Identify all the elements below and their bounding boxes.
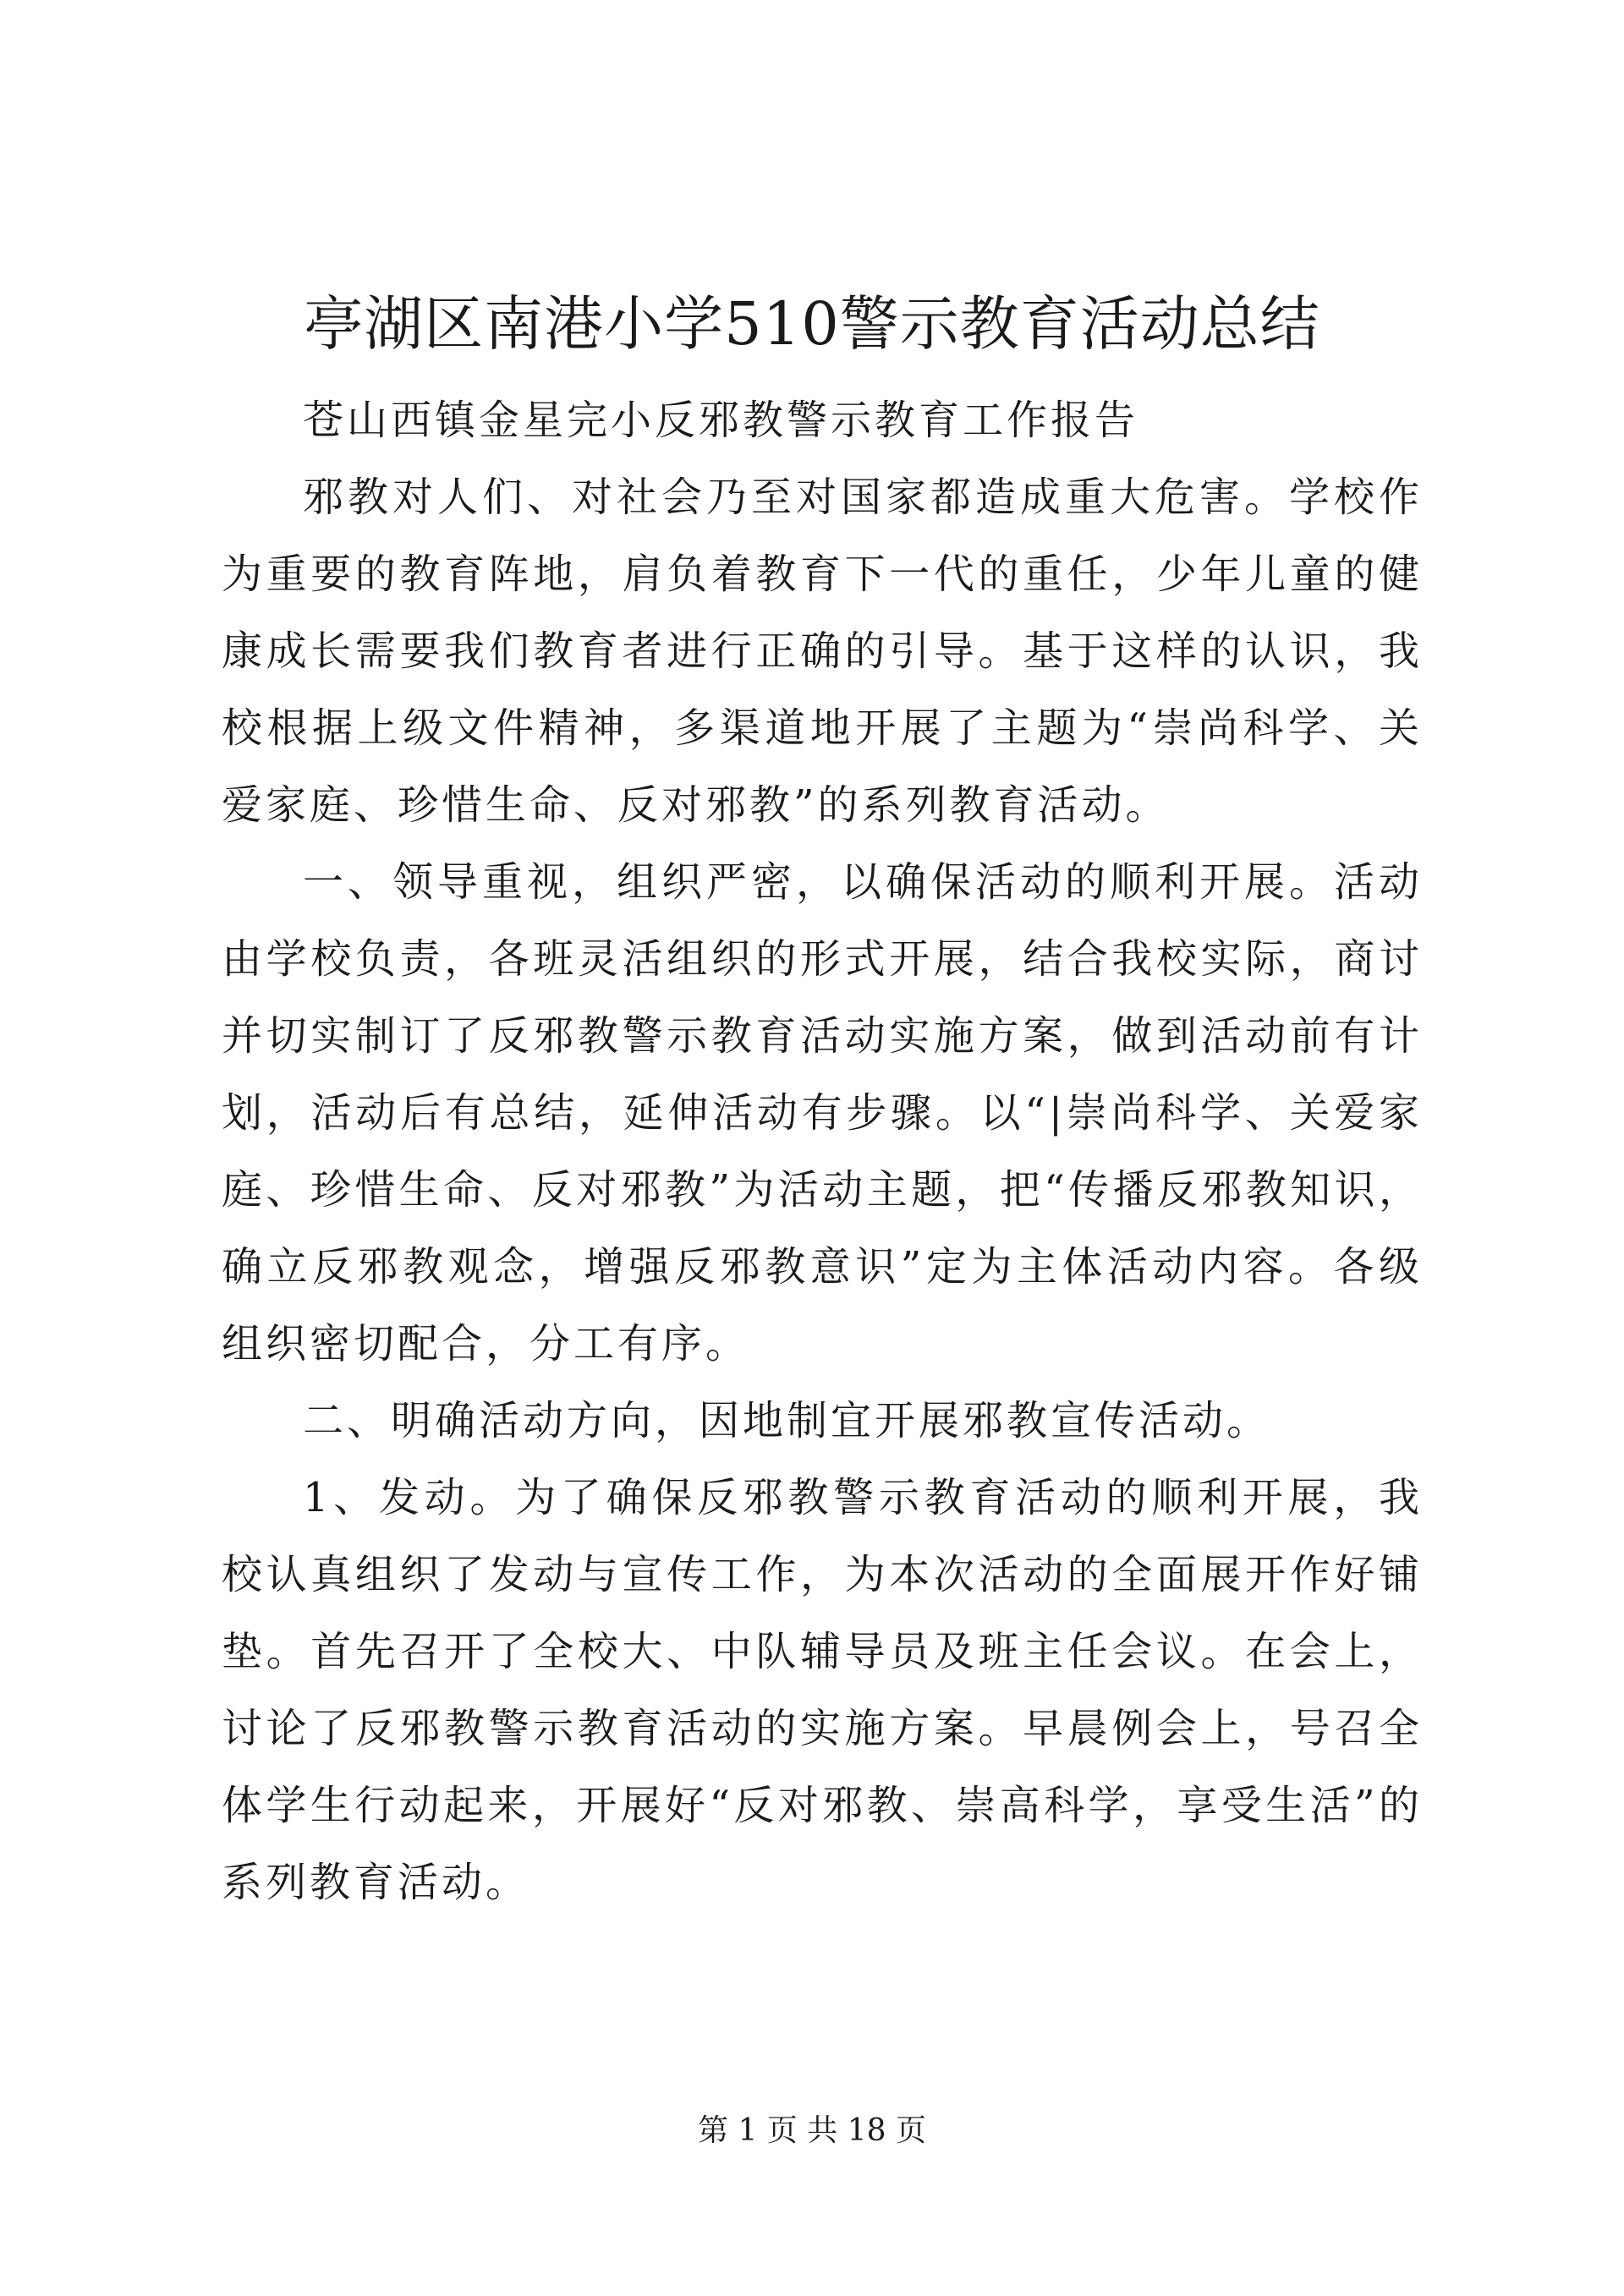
document-body bbox=[222, 382, 1423, 1921]
document-title: 亭湖区南港小学510警示教育活动总结 bbox=[304, 289, 1320, 359]
paragraph-subtitle: 苍山西镇金星完小反邪教警示教育工作报告 bbox=[303, 397, 1139, 444]
page-number: 第 1 页 共 18 页 bbox=[698, 2113, 926, 2148]
paragraph-section-two: 二、明确活动方向，因地制宜开展邪教宣传活动。 bbox=[303, 1397, 1271, 1444]
paragraph-item-one: 1、发动。为了确保反邪教警示教育活动的顺利开展，我校认真组织了发动与宣传工作，为本次活动的全面展开作好铺垫。首先召开了全校大、中队辅导员及班主任会议。在会上，讨论了反邪教警示教育活动的实施方案。早晨例会上，号召全体学生行动起来，开展好“反对邪教、崇高科学，享受生活”的系列教育活动。 bbox=[222, 1474, 1423, 1906]
paragraph-intro: 邪教对人们、对社会乃至对国家都造成重大危害。学校作为重要的教育阵地，肩负着教育下一代的重任，少年儿童的健康成长需要我们教育者进行正确的引导。基于这样的认识，我校根据上级文件精神，多渠道地开展了主题为“崇尚科学、关爱家庭、珍惜生命、反对邪教”的系列教育活动。 bbox=[222, 474, 1423, 829]
paragraph-section-one: 一、领导重视，组织严密，以确保活动的顺利开展。活动由学校负责，各班灵活组织的形式开展，结合我校实际，商讨并切实制订了反邪教警示教育活动实施方案，做到活动前有计划，活动后有总结，延伸活动有步骤。以“|崇尚科学、关爱家庭、珍惜生命、反对邪教”为活动主题，把“传播反邪教知识，确立反邪教观念，增强反邪教意识”定为主体活动内容。各级组织密切配合，分工有序。 bbox=[222, 858, 1423, 1367]
